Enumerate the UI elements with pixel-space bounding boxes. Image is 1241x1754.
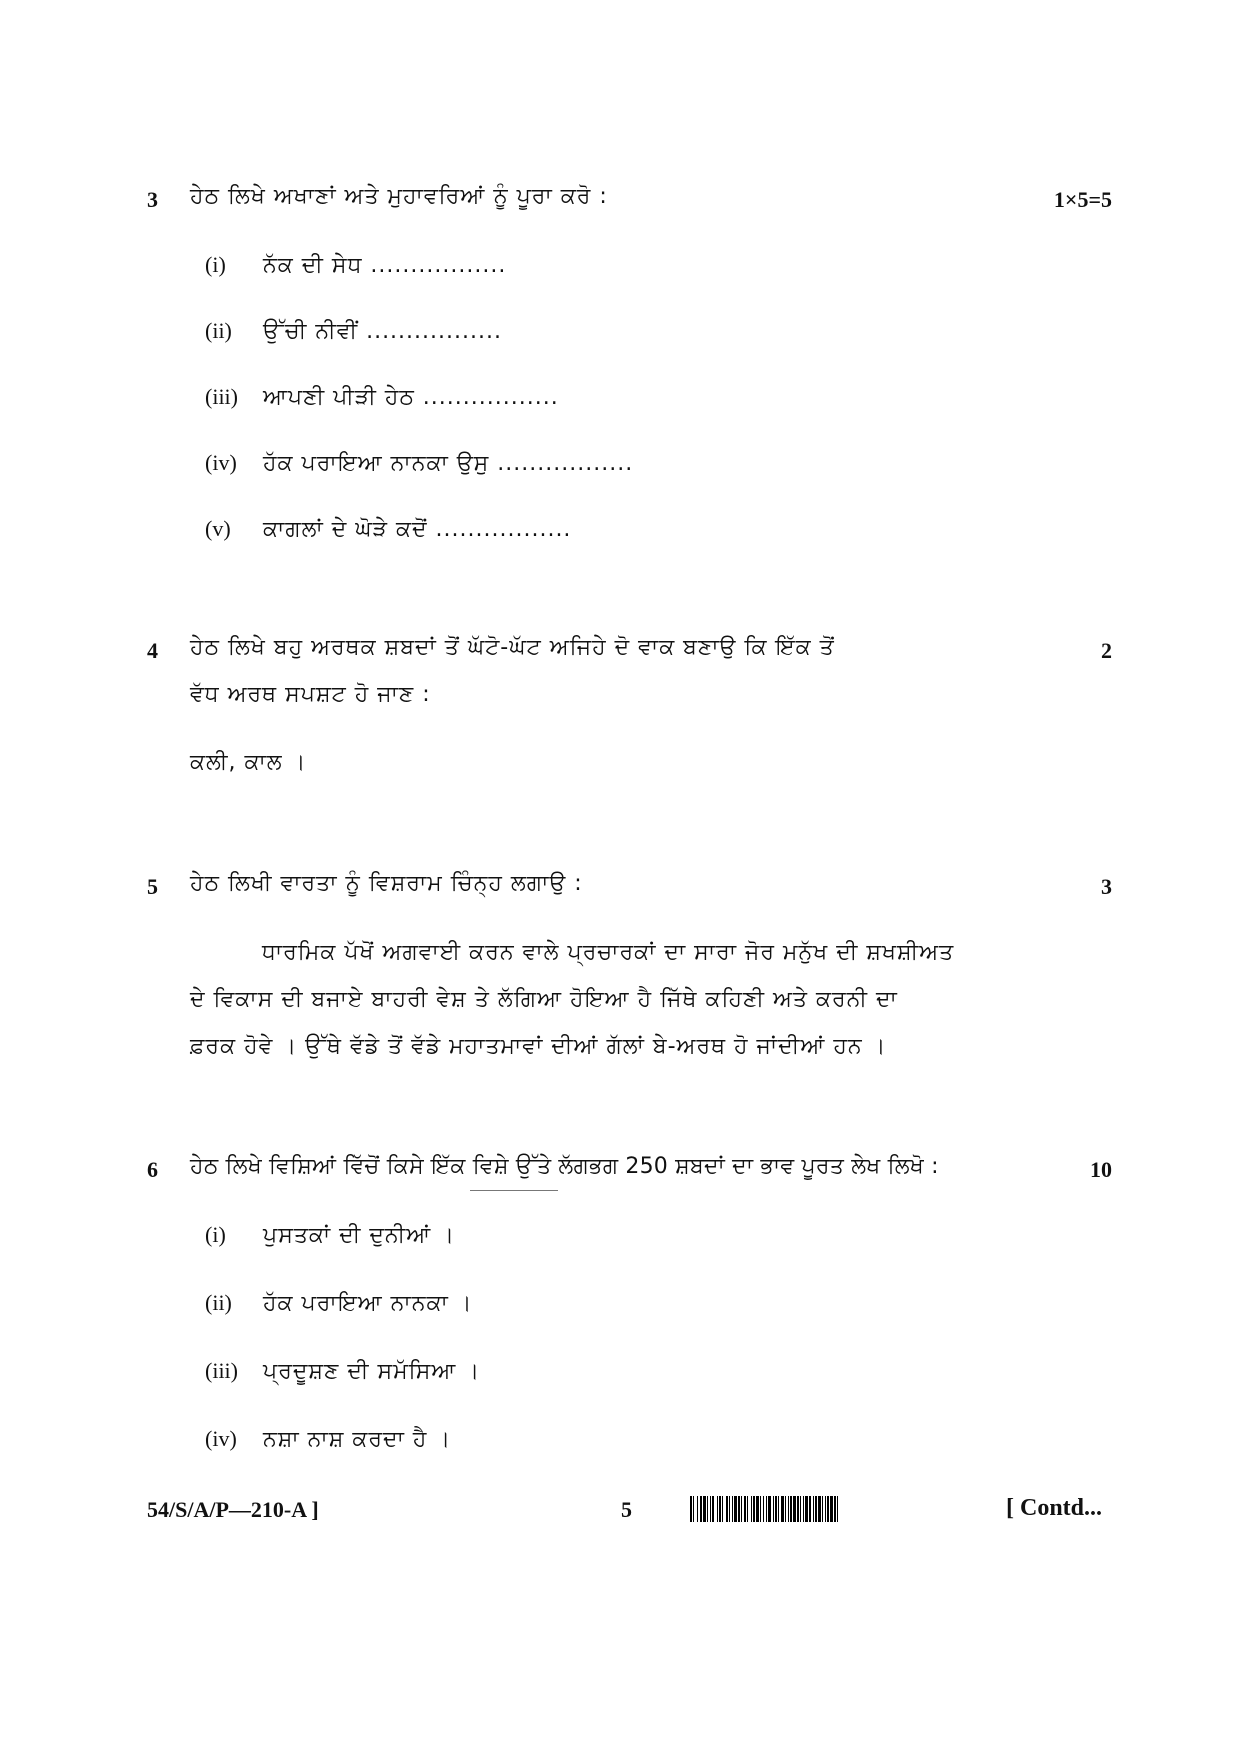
q3-item-number: (iv)	[205, 450, 237, 475]
passage-line-3: ਫ਼ਰਕ ਹੋਵੇ । ਉੱਥੇ ਵੱਡੇ ਤੋਂ ਵੱਡੇ ਮਹਾਤਮਾਵਾਂ ਦੀਆਂ ਗੱਲਾਂ ਬੇ-ਅਰਥ ਹੋ ਜਾਂਦੀਆਂ ਹਨ ।	[190, 1034, 887, 1059]
q3-item-number: (i)	[205, 252, 226, 277]
barcode-image	[690, 1496, 996, 1522]
q6-item	[205, 1222, 455, 1248]
question-4-marks: 2	[1101, 638, 1112, 663]
q3-item-text: ਨੱਕ ਦੀ ਸੇਧ .................	[263, 253, 507, 278]
question-4-line-1: ਹੇਠ ਲਿਖੇ ਬਹੁ ਅਰਥਕ ਸ਼ਬਦਾਂ ਤੋਂ ਘੱਟੋ-ਘੱਟ ਅਜਿਹੇ ਦੋ ਵਾਕ ਬਣਾਉ ਕਿ ਇੱਕ ਤੋਂ	[190, 635, 835, 660]
question-5-number: 5	[147, 874, 158, 899]
passage-line-1: ਧਾਰਮਿਕ ਪੱਖੋਂ ਅਗਵਾਈ ਕਰਨ ਵਾਲੇ ਪ੍ਰਚਾਰਕਾਂ ਦਾ ਸਾਰਾ ਜੋਰ ਮਨੁੱਖ ਦੀ ਸ਼ਖਸ਼ੀਅਤ	[262, 940, 955, 965]
q6-item-text: ਹੱਕ ਪਰਾਇਆ ਨਾਨਕਾ ।	[263, 1291, 473, 1316]
paper-code: 54/S/A/P—210-A ]	[147, 1497, 319, 1522]
q3-item	[205, 318, 502, 344]
passage-line-2: ਦੇ ਵਿਕਾਸ ਦੀ ਬਜਾਏ ਬਾਹਰੀ ਵੇਸ਼ ਤੇ ਲੱਗਿਆ ਹੋਇਆ ਹੈ ਜਿੱਥੇ ਕਹਿਣੀ ਅਤੇ ਕਰਨੀ ਦਾ	[190, 987, 898, 1012]
q3-item-text: ਉੱਚੀ ਨੀਵੀਂ .................	[263, 319, 502, 344]
q6-item	[205, 1290, 473, 1316]
q6-item-text: ਪ੍ਰਦੂਸ਼ਣ ਦੀ ਸਮੱਸਿਆ ।	[263, 1359, 481, 1384]
continued-label: [ Contd...	[1006, 1495, 1103, 1521]
q6-item-number: (iv)	[205, 1426, 237, 1451]
q6-item	[205, 1358, 480, 1384]
q3-item	[205, 450, 633, 476]
question-6-marks: 10	[1090, 1157, 1112, 1182]
question-5-text: ਹੇਠ ਲਿਖੀ ਵਾਰਤਾ ਨੂੰ ਵਿਸ਼ਰਾਮ ਚਿੰਨ੍ਹ ਲਗਾਉ :	[190, 871, 583, 896]
question-4-words: ਕਲੀ, ਕਾਲ ।	[190, 750, 307, 775]
question-3-number: 3	[147, 187, 158, 212]
q6-item	[205, 1426, 451, 1452]
q3-item-number: (v)	[205, 516, 231, 541]
q3-item-text: ਹੱਕ ਪਰਾਇਆ ਨਾਨਕਾ ਉਸੁ .................	[263, 451, 634, 476]
question-3-marks: 1×5=5	[1053, 187, 1112, 212]
question-6-number: 6	[147, 1157, 158, 1182]
q6-item-text: ਨਸ਼ਾ ਨਾਸ਼ ਕਰਦਾ ਹੈ ।	[263, 1427, 452, 1452]
q3-item-text: ਕਾਗਲਾਂ ਦੇ ਘੋੜੇ ਕਦੋਂ .................	[263, 517, 572, 542]
q6-item-number: (ii)	[205, 1290, 232, 1315]
q6-item-text: ਪੁਸਤਕਾਂ ਦੀ ਦੁਨੀਆਂ ।	[263, 1223, 456, 1248]
question-3-text: ਹੇਠ ਲਿਖੇ ਅਖਾਣਾਂ ਅਤੇ ਮੁਹਾਵਰਿਆਂ ਨੂੰ ਪੂਰਾ ਕਰੋ :	[190, 184, 608, 209]
page-number: 5	[621, 1497, 632, 1522]
question-4-line-2: ਵੱਧ ਅਰਥ ਸਪਸ਼ਟ ਹੋ ਜਾਣ :	[190, 682, 431, 707]
question-6-text: ਹੇਠ ਲਿਖੇ ਵਿਸ਼ਿਆਂ ਵਿੱਚੋਂ ਕਿਸੇ ਇੱਕ ਵਿਸ਼ੇ ਉੱਤੇ ਲੱਗਭਗ 250 ਸ਼ਬਦਾਂ ਦਾ ਭਾਵ ਪੂਰਤ ਲੇਖ ਲਿਖੋ :	[190, 1154, 939, 1179]
q6-item-number: (iii)	[205, 1358, 238, 1383]
q3-item-text: ਆਪਣੀ ਪੀੜੀ ਹੇਠ .................	[263, 385, 559, 410]
question-5-marks: 3	[1101, 874, 1112, 899]
q6-item-number: (i)	[205, 1222, 226, 1247]
question-4-number: 4	[147, 638, 158, 663]
underline-mark	[470, 1190, 558, 1191]
q3-item-number: (ii)	[205, 318, 232, 343]
q3-item	[205, 252, 506, 278]
q3-item-number: (iii)	[205, 384, 238, 409]
q3-item	[205, 516, 571, 542]
q3-item	[205, 384, 559, 410]
